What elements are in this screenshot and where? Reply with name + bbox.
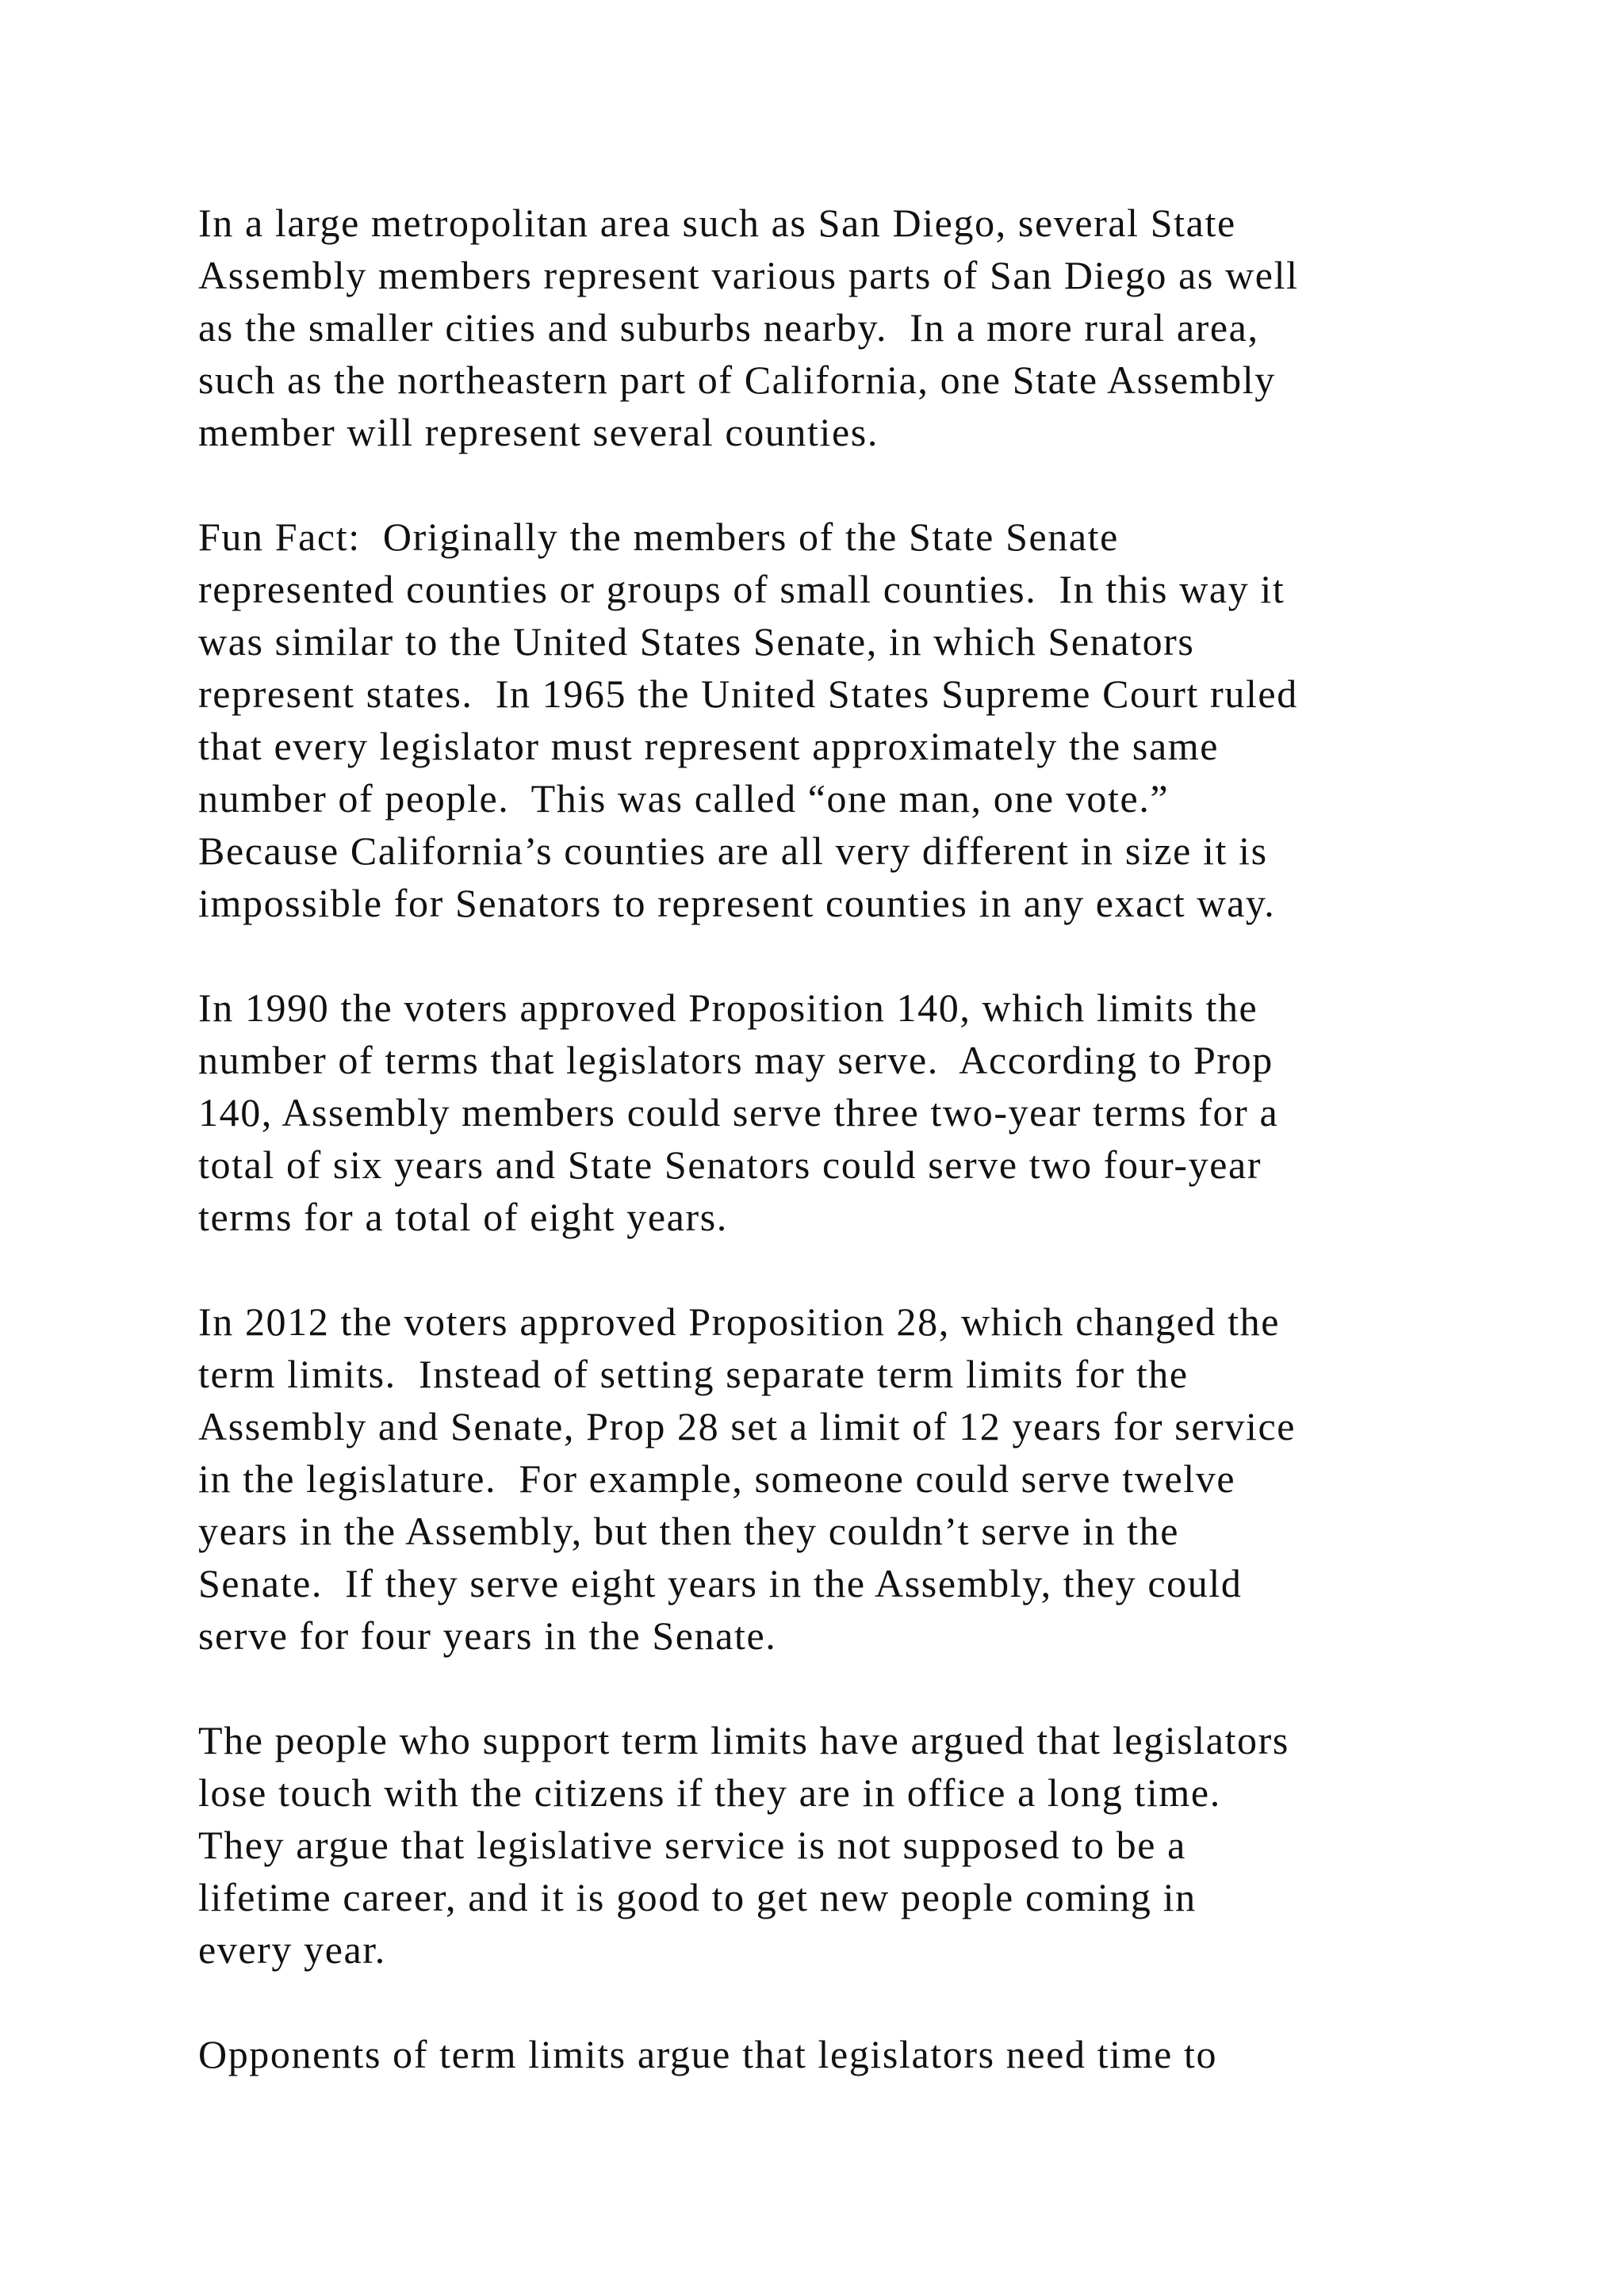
text-line: as the smaller cities and suburbs nearby. In a more rural area,: [198, 305, 1259, 350]
paragraph-proposition-140: [198, 982, 1515, 1243]
text-line: Fun Fact: Originally the members of the State Senate: [198, 515, 1119, 559]
paragraph-opponents: [198, 2028, 1515, 2080]
text-line: Senate. If they serve eight years in the Assembly, they could: [198, 1561, 1243, 1605]
text-line: lifetime career, and it is good to get new people coming in: [198, 1875, 1197, 1919]
text-line: impossible for Senators to represent counties in any exact way.: [198, 881, 1276, 925]
text-line: represented counties or groups of small counties. In this way it: [198, 567, 1285, 611]
text-line: total of six years and State Senators could serve two four-year: [198, 1142, 1262, 1187]
text-line: They argue that legislative service is not supposed to be a: [198, 1823, 1186, 1867]
text-line: Assembly members represent various parts of San Diego as well: [198, 253, 1299, 297]
text-line: represent states. In 1965 the United States Supreme Court ruled: [198, 672, 1298, 716]
text-line: In 2012 the voters approved Proposition 28, which changed the: [198, 1299, 1281, 1344]
text-line: years in the Assembly, but then they couldn’t serve in the: [198, 1509, 1180, 1553]
text-line: 140, Assembly members could serve three two-year terms for a: [198, 1090, 1279, 1135]
text-line: Opponents of term limits argue that legislators need time to: [198, 2032, 1218, 2076]
text-line: term limits. Instead of setting separate term limits for the: [198, 1352, 1189, 1396]
document-body: [198, 197, 1515, 2133]
text-line: In a large metropolitan area such as San Diego, several State: [198, 201, 1236, 245]
paragraph-supporters: [198, 1714, 1515, 1976]
text-line: every year.: [198, 1927, 386, 1972]
text-line: serve for four years in the Senate.: [198, 1613, 777, 1658]
text-line: Assembly and Senate, Prop 28 set a limit of 12 years for service: [198, 1404, 1297, 1448]
paragraph-representation: [198, 197, 1515, 458]
text-line: in the legislature. For example, someone could serve twelve: [198, 1456, 1236, 1501]
paragraph-proposition-28: [198, 1295, 1515, 1662]
text-line: The people who support term limits have argued that legislators: [198, 1718, 1289, 1762]
text-line: In 1990 the voters approved Proposition 140, which limits the: [198, 985, 1258, 1030]
text-line: such as the northeastern part of California, one State Assembly: [198, 358, 1276, 402]
text-line: number of people. This was called “one man, one vote.”: [198, 776, 1170, 821]
text-line: was similar to the United States Senate, in which Senators: [198, 619, 1195, 664]
text-line: that every legislator must represent approximately the same: [198, 724, 1220, 768]
text-line: terms for a total of eight years.: [198, 1195, 728, 1239]
text-line: lose touch with the citizens if they are in office a long time.: [198, 1770, 1221, 1815]
text-line: Because California’s counties are all very different in size it is: [198, 828, 1268, 873]
text-line: number of terms that legislators may serve. According to Prop: [198, 1038, 1274, 1082]
text-line: member will represent several counties.: [198, 410, 879, 454]
paragraph-fun-fact: [198, 511, 1515, 929]
